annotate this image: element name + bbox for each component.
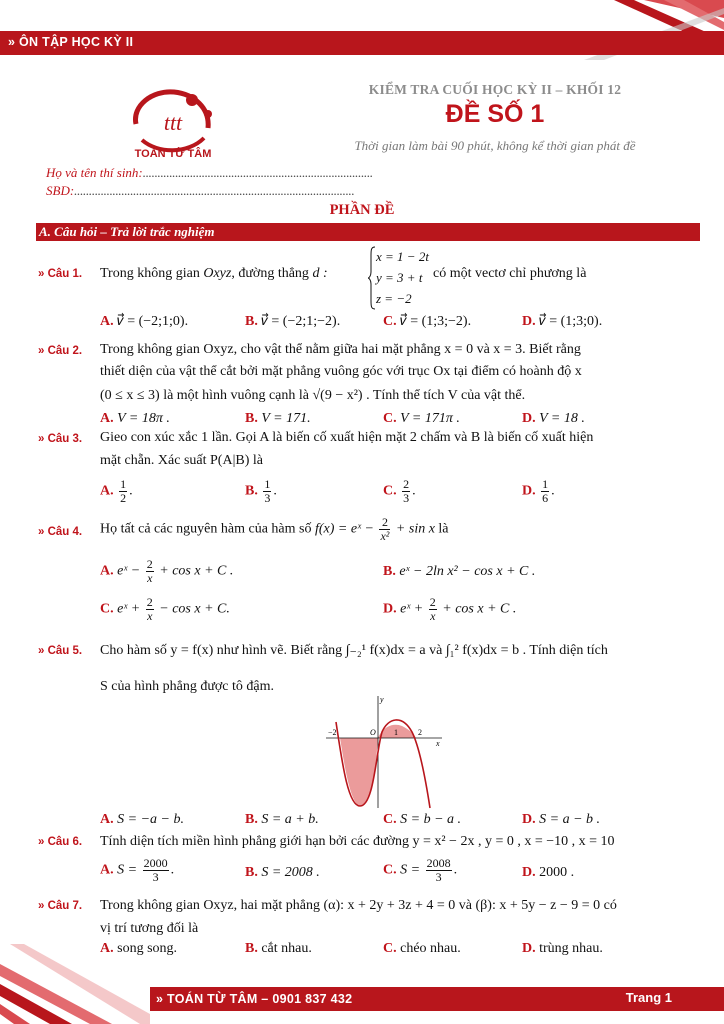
q1-option-b[interactable]: B. 𝑣⃗ = (−2;1;−2). <box>245 314 341 329</box>
tick-1: 1 <box>394 728 398 737</box>
question-1-label: » Câu 1. <box>38 268 83 280</box>
q4-option-b[interactable]: B. eˣ − 2ln x² − cos x + C . <box>383 564 536 579</box>
question-7-label: » Câu 7. <box>38 900 83 912</box>
question-6-label: » Câu 6. <box>38 836 83 848</box>
exam-subtitle: KIỂM TRA CUỐI HỌC KỲ II – KHỐI 12 <box>368 82 622 97</box>
question-2-line-2: thiết diện của vật thể cắt bởi mặt phẳng vuông góc với trục Ox tại điểm có hoành độ x <box>100 364 582 379</box>
q7-option-a[interactable]: A. song song. <box>100 941 178 956</box>
student-id-field[interactable] <box>46 183 354 199</box>
system-row: x = 1 − 2t <box>376 249 429 264</box>
question-5-label: » Câu 5. <box>38 645 83 657</box>
q5-option-a[interactable]: A. S = −a − b. <box>100 812 184 827</box>
q5-option-d[interactable]: D. S = a − b . <box>522 812 601 827</box>
decor-corner-bottom-left <box>0 944 150 1024</box>
q6-option-b[interactable]: B. S = 2008 . <box>245 865 320 880</box>
logo-name: TOÁN TỪ TÂM <box>134 148 212 160</box>
q2-option-c[interactable]: C. V = 171π . <box>383 411 460 426</box>
tick-2: 2 <box>418 728 422 737</box>
q6-option-c[interactable]: C. S = $\frac{2008}{3}$ . <box>383 856 458 884</box>
q1-option-a[interactable]: A. 𝑣⃗ = (−2;1;0). <box>100 314 189 329</box>
question-4-label: » Câu 4. <box>38 526 83 538</box>
student-name-label: Họ và tên thí sinh: <box>46 165 143 180</box>
y-axis-label: y <box>380 695 384 704</box>
question-4-text: Họ tất cả các nguyên hàm của hàm số f(x) = eˣ − $\frac{2}{\text{x²}}$ + sin x là <box>100 515 449 543</box>
question-3-line-2: mặt chẵn. Xác suất P(A|B) là <box>100 453 263 468</box>
question-1-text-end: có một vectơ chỉ phương là <box>433 266 587 281</box>
q6-option-d[interactable]: D. 2000 . <box>522 865 575 880</box>
q6-option-a[interactable]: A. S = $\frac{2000}{3}$ . <box>100 856 175 884</box>
question-5-line-2: S của hình phẳng được tô đậm. <box>100 679 275 694</box>
q1-option-d[interactable]: D. 𝑣⃗ = (1;3;0). <box>522 314 603 329</box>
question-2-line-1: Trong không gian Oxyz, cho vật thể nằm giữa hai mặt phẳng x = 0 và x = 3. Biết rằng <box>100 342 581 357</box>
question-3-line-1: Gieo con xúc xắc 1 lần. Gọi A là biến cố xuất hiện mặt 2 chấm và B là biến cố xuất hiện <box>100 430 594 445</box>
q7-option-b[interactable]: B. cắt nhau. <box>245 941 312 956</box>
line-equation-system <box>376 246 429 309</box>
exam-title: ĐỀ SỐ 1 <box>445 100 545 128</box>
system-row: z = −2 <box>376 291 412 306</box>
q4-option-c[interactable]: C. eˣ + $\frac{2}{x}$ − cos x + C. <box>100 595 230 623</box>
question-7-line-2: vị trí tương đối là <box>100 921 199 936</box>
q5-option-b[interactable]: B. S = a + b. <box>245 812 319 827</box>
question-7-line-1: Trong không gian Oxyz, hai mặt phẳng (α): x + 2y + 3z + 4 = 0 và (β): x + 5y − z − 9 = 0 có <box>100 898 617 913</box>
question-2-line-3: (0 ≤ x ≤ 3) là một hình vuông cạnh là √(9 − x²) . Tính thể tích V của vật thể. <box>100 388 526 403</box>
q2-option-b[interactable]: B. V = 171. <box>245 411 311 426</box>
x-axis-label: x <box>436 739 440 748</box>
question-2-label: » Câu 2. <box>38 345 83 357</box>
page-number: Trang 1 <box>625 990 672 1005</box>
q7-option-c[interactable]: C. chéo nhau. <box>383 941 461 956</box>
q3-option-c[interactable]: C. $\frac{2}{3}$ . <box>383 477 416 505</box>
q4-option-d[interactable]: D. eˣ + $\frac{2}{x}$ + cos x + C . <box>383 595 517 623</box>
q2-option-d[interactable]: D. V = 18 . <box>522 411 585 426</box>
student-id-dots: ............................................................................................... <box>74 183 355 198</box>
shaded-region-left <box>340 738 378 806</box>
q3-option-d[interactable]: D. $\frac{1}{6}$ . <box>522 477 555 505</box>
q5-option-c[interactable]: C. S = b − a . <box>383 812 462 827</box>
logo-mark: ttt <box>163 110 183 135</box>
question-5-line-1: Cho hàm số y = f(x) như hình vẽ. Biết rằng ∫₋₂¹ f(x)dx = a và ∫₁² f(x)dx = b . Tính diện tích <box>100 643 608 658</box>
student-name-field[interactable] <box>46 165 373 181</box>
system-row: y = 3 + t <box>376 270 423 285</box>
origin-label: O <box>370 728 376 737</box>
function-graph <box>322 692 444 810</box>
system-brace <box>368 246 376 310</box>
exam-time: Thời gian làm bài 90 phút, không kể thời gian phát đề <box>354 138 636 153</box>
question-1-text: Trong không gian Oxyz, đường thẳng d : <box>100 266 328 281</box>
q1-option-c[interactable]: C. 𝑣⃗ = (1;3;−2). <box>383 314 472 329</box>
footer-contact: » TOÁN TỪ TÂM – 0901 837 432 <box>156 992 353 1006</box>
student-name-dots: .............................................................................. <box>142 165 373 180</box>
header-bar <box>0 31 724 55</box>
section-bar: A. Câu hỏi – Trả lời trắc nghiệm <box>36 223 700 241</box>
question-6-line-1: Tính diện tích miền hình phẳng giới hạn bởi các đường y = x² − 2x , y = 0 , x = −10 , x = 10 <box>100 834 615 849</box>
q2-option-a[interactable]: A. V = 18π . <box>100 411 170 426</box>
part-title: PHẦN ĐỀ <box>329 202 395 218</box>
q7-option-d[interactable]: D. trùng nhau. <box>522 941 603 956</box>
q3-option-a[interactable]: A. $\frac{1}{2}$ . <box>100 477 133 505</box>
student-id-label: SBD: <box>46 183 75 198</box>
tick-neg2: −2 <box>328 728 337 737</box>
q3-option-b[interactable]: B. $\frac{1}{3}$ . <box>245 477 277 505</box>
question-3-label: » Câu 3. <box>38 433 83 445</box>
q4-option-a[interactable]: A. eˣ − $\frac{2}{x}$ + cos x + C . <box>100 557 234 585</box>
header-bar-title: » ÔN TẬP HỌC KỲ II <box>8 35 134 49</box>
